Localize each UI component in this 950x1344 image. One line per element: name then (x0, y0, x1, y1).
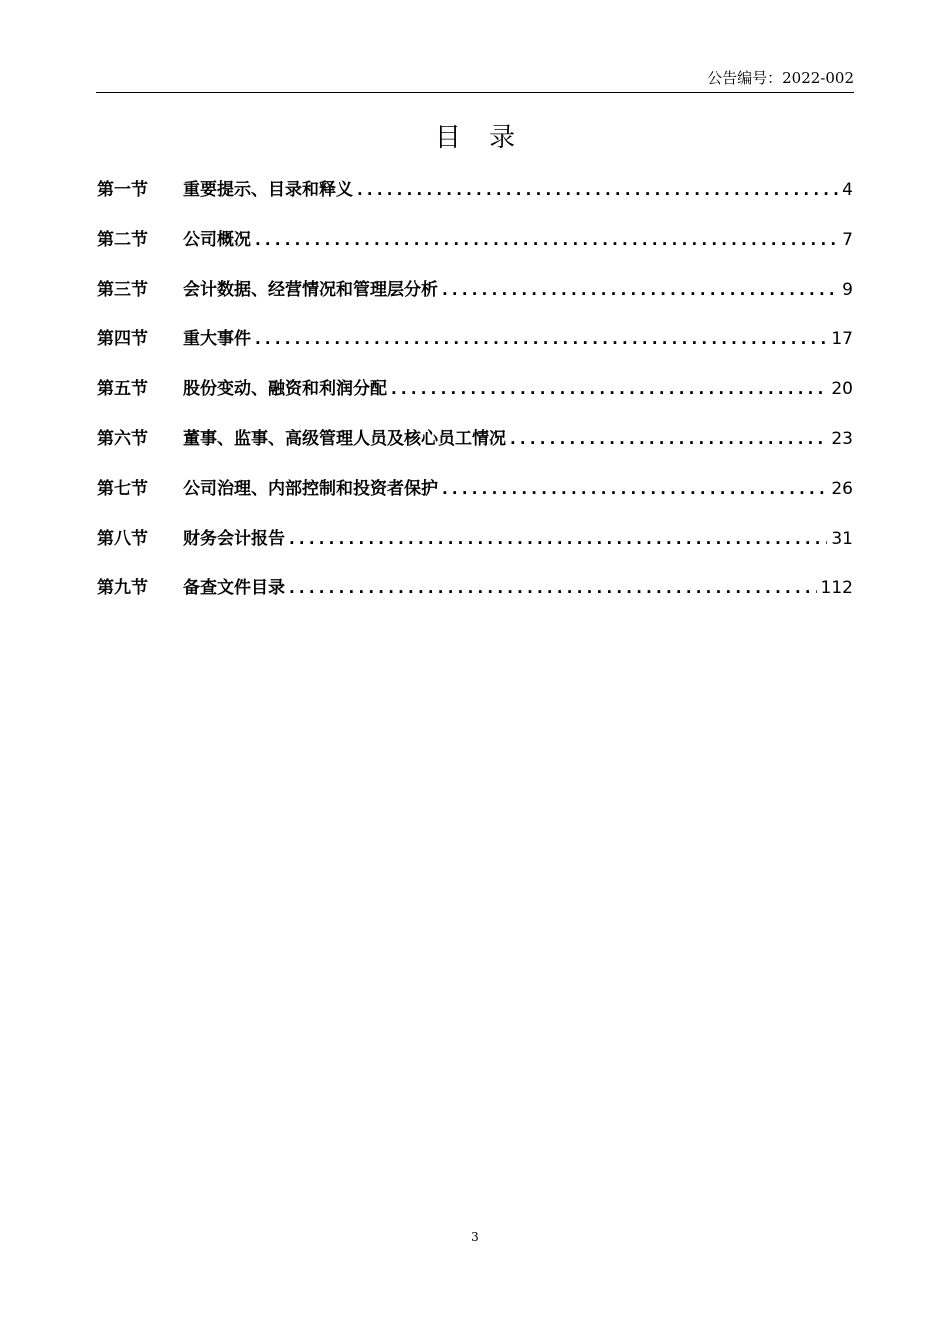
toc-dot-leader (289, 527, 827, 551)
toc-section-title: 备查文件目录 (183, 578, 285, 599)
toc-entry[interactable] (97, 477, 853, 527)
toc-section-number: 第七节 (97, 478, 148, 499)
toc-section-number: 第五节 (97, 379, 148, 400)
toc-section-title: 董事、监事、高级管理人员及核心员工情况 (183, 428, 506, 449)
toc-section-title: 公司概况 (183, 229, 251, 250)
toc-entry[interactable] (97, 527, 853, 577)
page-number: 3 (471, 1230, 479, 1244)
toc-dot-leader (391, 377, 827, 401)
toc-section-number: 第二节 (97, 229, 148, 250)
toc-page-number: 7 (842, 229, 853, 250)
toc-entry[interactable] (97, 278, 853, 328)
toc-page-number: 112 (820, 578, 853, 599)
toc-section-number: 第三节 (97, 279, 148, 300)
toc-dot-leader (442, 477, 827, 501)
toc-section-number: 第六节 (97, 428, 148, 449)
toc-entry[interactable] (97, 427, 853, 477)
toc-section-title: 重大事件 (183, 329, 251, 350)
toc-section-number: 第九节 (97, 578, 148, 599)
toc-page-number: 20 (831, 379, 853, 400)
announcement-number: 公告编号：2022-002 (707, 69, 854, 87)
toc-section-number: 第四节 (97, 329, 148, 350)
toc-page-number: 23 (831, 428, 853, 449)
table-of-contents (97, 178, 853, 626)
toc-section-title: 会计数据、经营情况和管理层分析 (183, 279, 438, 300)
toc-section-number: 第八节 (97, 528, 148, 549)
toc-dot-leader (255, 327, 827, 351)
toc-page-number: 4 (842, 180, 853, 200)
toc-page-number: 31 (831, 528, 853, 549)
toc-section-title: 公司治理、内部控制和投资者保护 (183, 478, 438, 499)
toc-section-title: 财务会计报告 (183, 528, 285, 549)
toc-page-number: 26 (831, 478, 853, 499)
toc-page-number: 17 (831, 329, 853, 350)
toc-section-title: 股份变动、融资和利润分配 (183, 379, 387, 400)
page-title: 目 录 (434, 123, 526, 153)
toc-entry[interactable] (97, 327, 853, 377)
toc-entry[interactable] (97, 228, 853, 278)
toc-dot-leader (442, 278, 838, 302)
toc-dot-leader (289, 576, 817, 600)
toc-dot-leader (510, 427, 827, 451)
toc-dot-leader (357, 178, 838, 202)
toc-section-title: 重要提示、目录和释义 (183, 180, 353, 200)
toc-entry[interactable] (97, 377, 853, 427)
toc-dot-leader (255, 228, 838, 252)
toc-page-number: 9 (842, 279, 853, 300)
toc-section-number: 第一节 (97, 180, 148, 200)
toc-entry[interactable] (97, 178, 853, 228)
toc-entry[interactable] (97, 576, 853, 626)
page-header (96, 66, 854, 93)
